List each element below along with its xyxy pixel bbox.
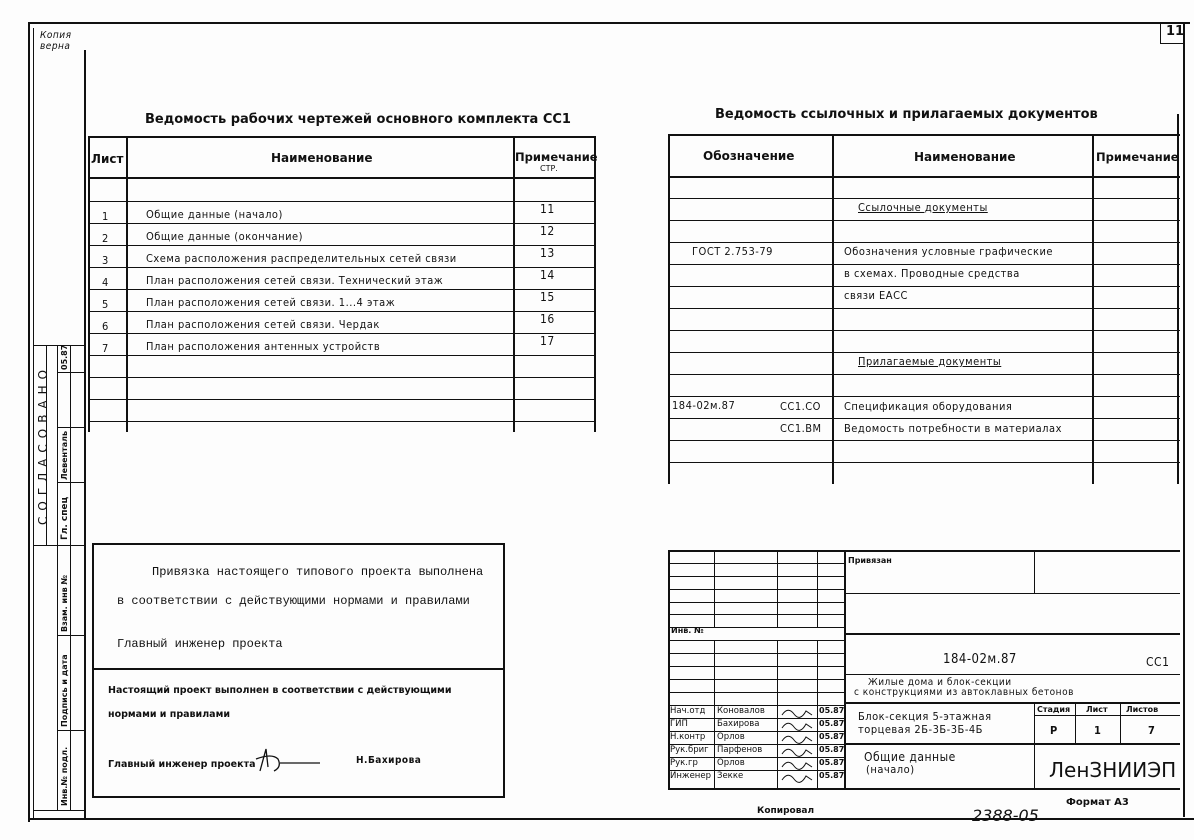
- agreed-label: СОГЛАСОВАНО: [36, 363, 50, 525]
- attached-code1: 184-02м.87: [672, 399, 736, 412]
- staff-date: 05.87: [819, 745, 845, 754]
- row-page: 13: [540, 246, 555, 260]
- gost-code: ГОСТ 2.753-79: [692, 245, 773, 258]
- inv-label: Инв. №: [671, 626, 704, 635]
- row-sheet: 6: [102, 320, 109, 333]
- attached-name: Ведомость потребности в материалах: [844, 422, 1062, 435]
- gost-line-2: в схемах. Проводные средства: [844, 267, 1020, 280]
- staff-role: Рук.бриг: [670, 745, 709, 755]
- header-name: Наименование: [271, 151, 373, 165]
- sheets-value: 7: [1148, 724, 1156, 737]
- row-name: План расположения антенных устройств: [146, 340, 381, 353]
- signature-icon: [780, 758, 814, 770]
- row-page: 14: [540, 268, 555, 282]
- agreed-date: 05.87: [60, 344, 69, 370]
- section-reference: Ссылочные документы: [858, 201, 988, 214]
- copy-note: Копия верна: [40, 30, 72, 52]
- drawings-table: [88, 136, 596, 432]
- staff-role: Рук.гр: [670, 758, 698, 768]
- staff-role: Н.контр: [670, 732, 706, 742]
- stage-value: Р: [1050, 724, 1058, 737]
- row-sheet: 2: [102, 232, 109, 245]
- staff-name: Орлов: [717, 758, 745, 768]
- signature-icon: [780, 719, 814, 731]
- label-inv-original: Инв.№ подл.: [60, 746, 69, 806]
- row-name: План расположения сетей связи. 1...4 этаж: [146, 296, 396, 309]
- staff-role: Инженер: [670, 771, 711, 781]
- row-page: 12: [540, 224, 555, 238]
- compliance-signer: Н.Бахирова: [356, 755, 422, 766]
- staff-name: Зекке: [717, 771, 744, 781]
- staff-role: ГИП: [670, 719, 688, 729]
- header-note: Примечание: [515, 150, 598, 164]
- binding-line-3: Главный инженер проекта: [117, 637, 283, 651]
- staff-date: 05.87: [819, 732, 845, 741]
- project-line-1: Жилые дома и блок-секции: [868, 677, 1012, 688]
- project-line-2: с конструкциями из автоклавных бетонов: [854, 687, 1074, 698]
- row-name: План расположения сетей связи. Чердак: [146, 318, 380, 331]
- header-sheet: Лист: [91, 152, 124, 166]
- sheets-label: Листов: [1126, 705, 1159, 714]
- row-page: 15: [540, 290, 555, 304]
- attached-name: Спецификация оборудования: [844, 400, 1013, 413]
- section-line-2: торцевая 2Б-3Б-3Б-4Б: [858, 723, 983, 736]
- row-sheet: 5: [102, 298, 109, 311]
- row-sheet: 7: [102, 342, 109, 355]
- compliance-line-3: Главный инженер проекта: [108, 759, 256, 770]
- drawing-line-2: (начало): [866, 763, 915, 776]
- header-name: Наименование: [914, 150, 1016, 164]
- section-attached: Прилагаемые документы: [858, 355, 1002, 368]
- doc-code: 184-02м.87: [943, 652, 1017, 667]
- staff-name: Коновалов: [717, 706, 765, 716]
- set-code: СС1: [1146, 655, 1170, 669]
- staff-date: 05.87: [819, 771, 845, 780]
- header-note-sub: СТР.: [540, 164, 558, 173]
- row-name: Общие данные (начало): [146, 208, 283, 221]
- signature-icon: [780, 706, 814, 718]
- row-name: План расположения сетей связи. Технический этаж: [146, 274, 444, 287]
- row-page: 17: [540, 334, 555, 348]
- row-sheet: 3: [102, 254, 109, 267]
- sheet-value: 1: [1094, 724, 1102, 737]
- copied-label: Копировал: [757, 806, 815, 816]
- staff-date: 05.87: [819, 719, 845, 728]
- compliance-line-1: Настоящий проект выполнен в соответствии с действующими: [108, 685, 452, 696]
- title-block: [668, 550, 1180, 790]
- label-signature-date: Подпись и дата: [60, 654, 69, 727]
- staff-name: Бахирова: [717, 719, 760, 729]
- signature-icon: [780, 732, 814, 744]
- row-name: Общие данные (окончание): [146, 230, 303, 243]
- attached-code2: СС1.СО: [780, 400, 821, 413]
- row-name: Схема расположения распределительных сетей связи: [146, 252, 457, 265]
- binding-line-1: Привязка настоящего типового проекта выполнена: [152, 565, 484, 579]
- row-sheet: 1: [102, 210, 109, 223]
- staff-name: Парфенов: [717, 745, 763, 755]
- compliance-box: [92, 667, 505, 798]
- section-line-1: Блок-секция 5-этажная: [858, 710, 992, 723]
- row-page: 16: [540, 312, 555, 326]
- sheet-label: Лист: [1086, 705, 1108, 714]
- signature-icon: [780, 771, 814, 783]
- binding-line-2: в соответствии с действующими нормами и правилами: [117, 594, 470, 608]
- agreed-name: Левенталь: [60, 430, 69, 480]
- row-sheet: 4: [102, 276, 109, 289]
- staff-name: Орлов: [717, 732, 745, 742]
- attached-code2: СС1.ВМ: [780, 422, 822, 435]
- signature-icon: [252, 745, 322, 775]
- documents-table: [668, 134, 1180, 484]
- staff-date: 05.87: [819, 758, 845, 767]
- agreed-role: Гл. спец: [60, 496, 70, 540]
- organization: ЛенЗНИИЭП: [1049, 758, 1177, 782]
- gost-line-3: связи ЕАСС: [844, 289, 908, 302]
- binding-box: [92, 543, 505, 670]
- gost-line-1: Обозначения условные графические: [844, 245, 1054, 258]
- staff-role: Нач.отд: [670, 706, 706, 716]
- label-replace-inv: Взам. инв №: [60, 574, 69, 632]
- format-label: Формат А3: [1066, 797, 1129, 808]
- page-number: 11: [1166, 24, 1185, 39]
- archive-number: 2388-05: [972, 806, 1039, 825]
- drawing-line-1: Общие данные: [864, 750, 956, 764]
- stage-label: Стадия: [1037, 705, 1071, 714]
- signature-icon: [780, 745, 814, 757]
- staff-date: 05.87: [819, 706, 845, 715]
- compliance-line-2: нормами и правилами: [108, 709, 230, 720]
- right-table-title: Ведомость ссылочных и прилагаемых документов: [715, 107, 1098, 122]
- header-note: Примечание: [1096, 150, 1179, 164]
- left-table-title: Ведомость рабочих чертежей основного комплекта СС1: [145, 112, 571, 127]
- row-page: 11: [540, 202, 555, 216]
- header-code: Обозначение: [703, 149, 795, 163]
- bound-label: Привязан: [848, 556, 892, 565]
